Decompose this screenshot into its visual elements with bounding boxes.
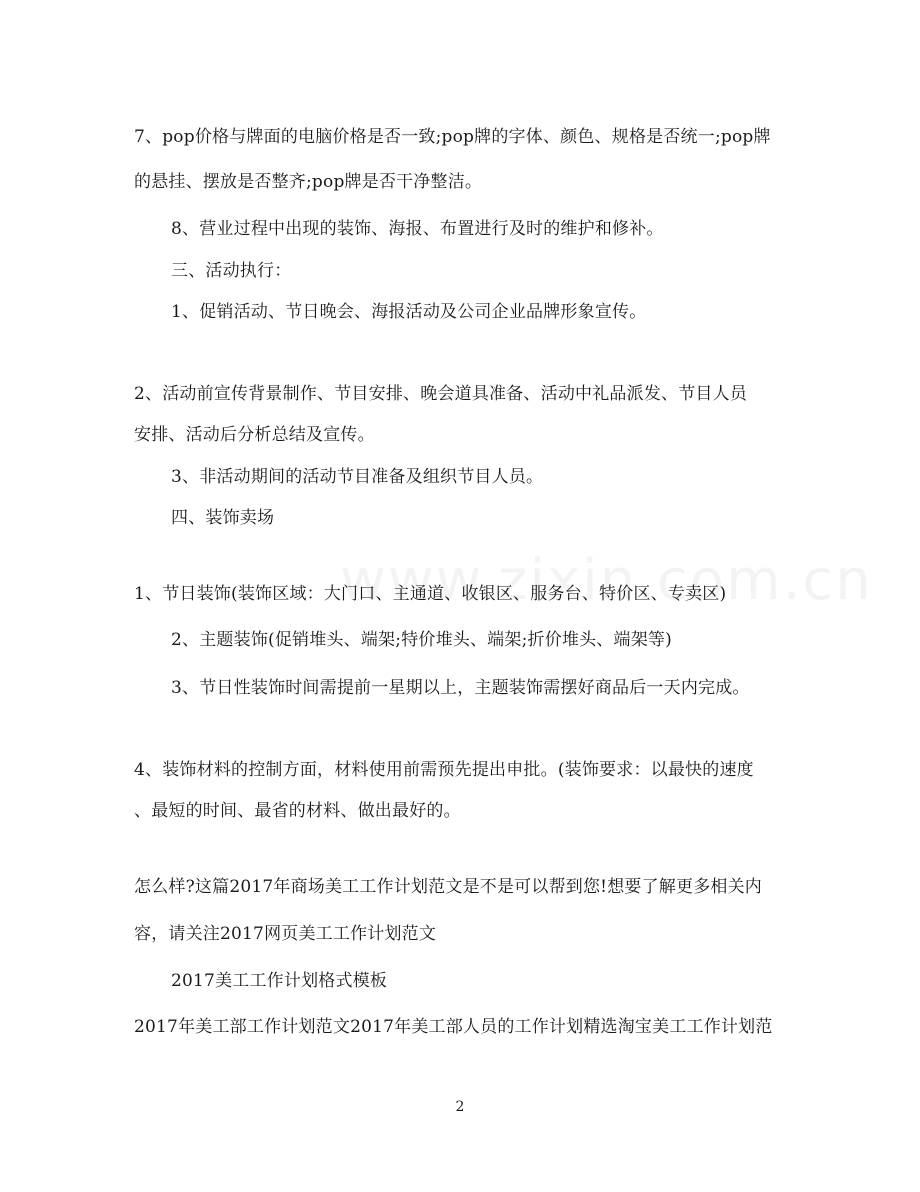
- text-line-6: 2、活动前宣传背景制作、节目安排、晚会道具准备、活动中礼品派发、节目人员: [134, 384, 748, 404]
- page-number: 2: [455, 1099, 465, 1115]
- text-line-16: 容，请关注2017网页美工工作计划范文: [134, 924, 437, 944]
- section-heading-4: 四、装饰卖场: [171, 508, 275, 528]
- text-line-14: 、最短的时间、最省的材料、做出最好的。: [134, 801, 461, 821]
- text-line-15: 怎么样?这篇2017年商场美工工作计划范文是不是可以帮到您!想要了解更多相关内: [134, 877, 763, 897]
- text-line-5: 1、促销活动、节日晚会、海报活动及公司企业品牌形象宣传。: [171, 302, 647, 322]
- text-line-12: 3、节日性装饰时间需提前一星期以上，主题装饰需摆好商品后一天内完成。: [171, 678, 750, 698]
- text-line-18: 2017年美工部工作计划范文2017年美工部人员的工作计划精选淘宝美工工作计划范: [134, 1017, 773, 1037]
- text-line-8: 3、非活动期间的活动节目准备及组织节目人员。: [171, 467, 544, 487]
- section-heading-3: 三、活动执行：: [171, 261, 292, 281]
- text-line-2: 的悬挂、摆放是否整齐;pop牌是否干净整洁。: [134, 172, 483, 192]
- text-line-17: 2017美工工作计划格式模板: [171, 971, 388, 991]
- text-line-13: 4、装饰材料的控制方面，材料使用前需预先提出申批。(装饰要求：以最快的速度: [134, 760, 754, 780]
- text-line-3: 8、营业过程中出现的装饰、海报、布置进行及时的维护和修补。: [171, 219, 664, 239]
- text-line-7: 安排、活动后分析总结及宣传。: [134, 425, 375, 445]
- text-line-10: 1、节日装饰(装饰区域：大门口、主通道、收银区、服务台、特价区、专卖区): [134, 584, 727, 604]
- text-line-1: 7、pop价格与牌面的电脑价格是否一致;pop牌的字体、颜色、规格是否统一;pop牌: [134, 127, 771, 147]
- text-line-11: 2、主题装饰(促销堆头、端架;特价堆头、端架;折价堆头、端架等): [171, 630, 672, 650]
